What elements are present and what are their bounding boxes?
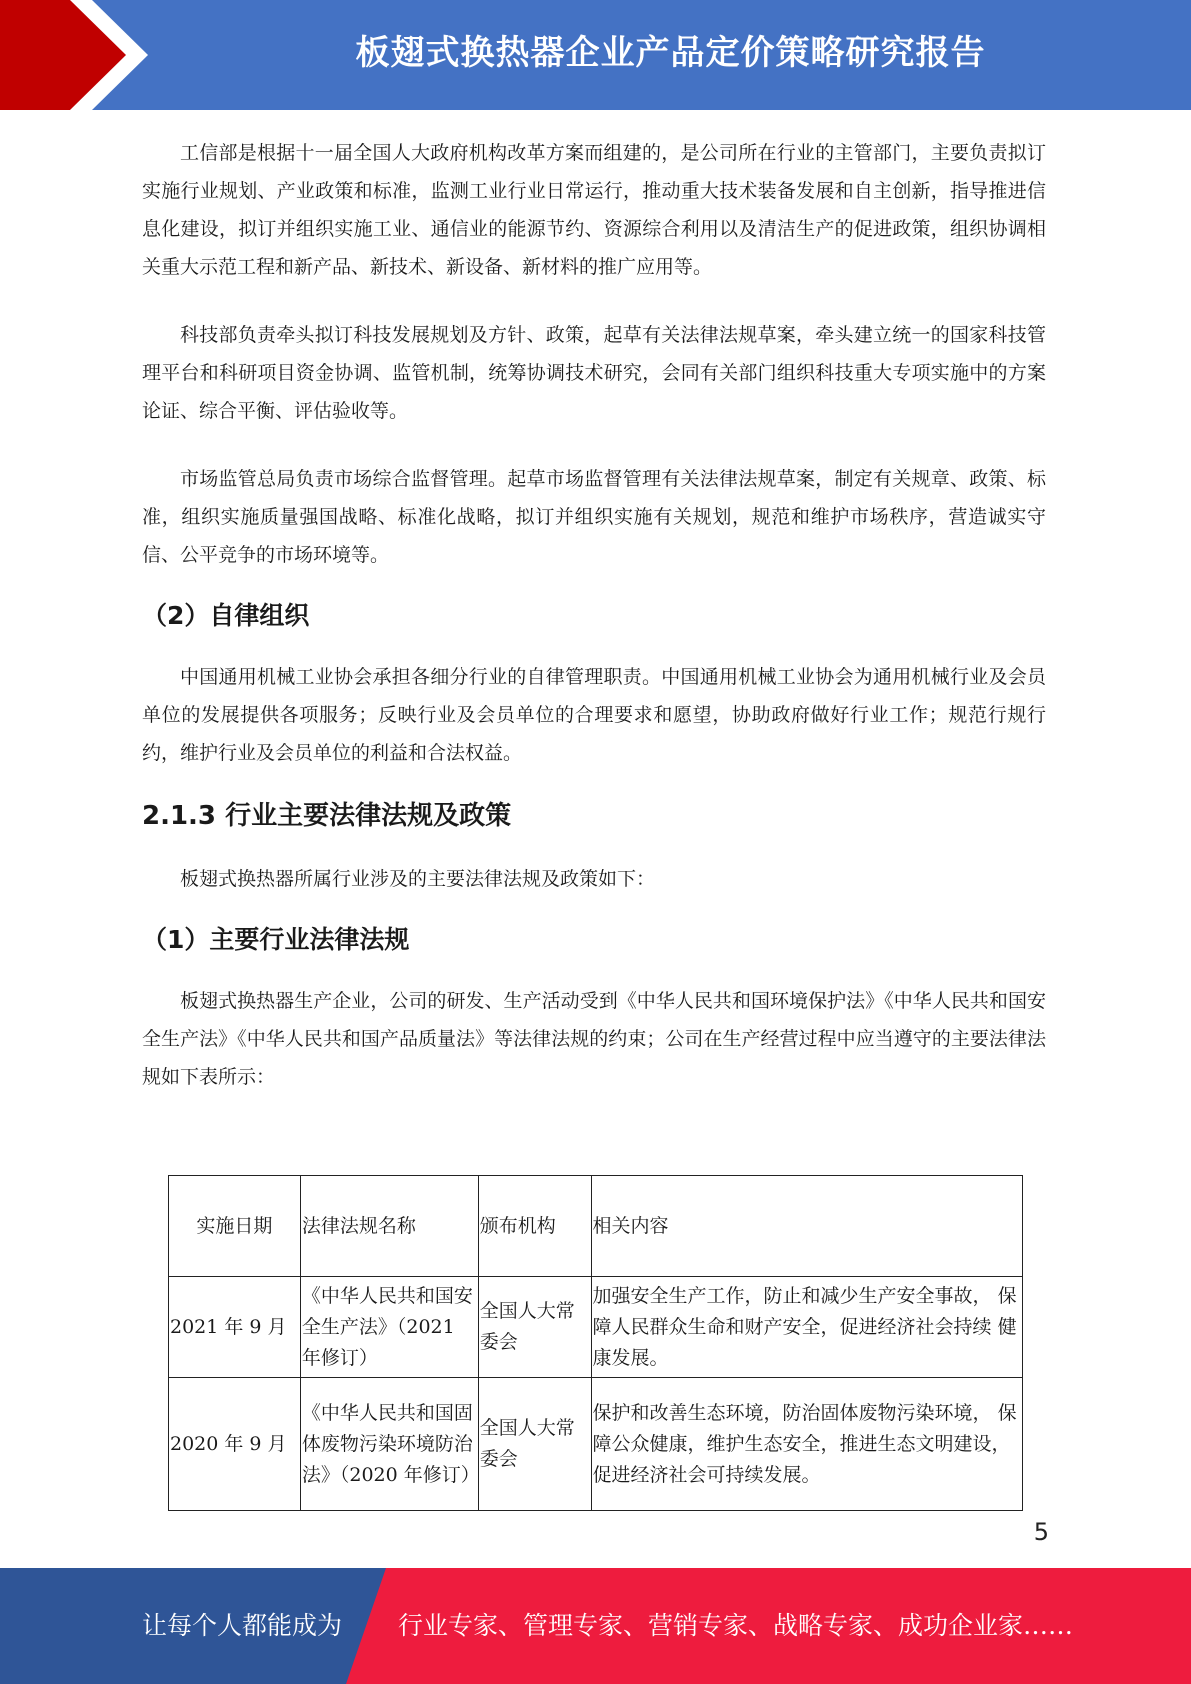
cell-law-name: 《中华人民共和国安全生产法》（2021 年修订） <box>300 1277 478 1378</box>
page-footer <box>0 1568 1191 1684</box>
paragraph-laws-description: 板翅式换热器生产企业，公司的研发、生产活动受到《中华人民共和国环境保护法》《中华人民共和国安全生产法》《中华人民共和国产品质量法》等法律法规的约束；公司在生产经营过程中应当遵守的主要法律法规如下表所示： <box>142 990 1046 1088</box>
paragraph-intro-laws: 板翅式换热器所属行业涉及的主要法律法规及政策如下： <box>180 868 656 890</box>
table-header-row <box>169 1176 1023 1277</box>
heading-section-2-1-3: 2.1.3 行业主要法律法规及政策 <box>142 801 512 831</box>
laws-table <box>168 1175 1023 1511</box>
heading-self-regulation: （2）自律组织 <box>142 601 310 630</box>
cell-issuer: 全国人大常委会 <box>478 1378 591 1511</box>
paragraph-miit: 工信部是根据十一届全国人大政府机构改革方案而组建的，是公司所在行业的主管部门，主要负责拟订实施行业规划、产业政策和标准，监测工业行业日常运行，推动重大技术装备发展和自主创新，指导推进信息化建设，拟订并组织实施工业、通信业的能源节约、资源综合利用以及清洁生产的促进政策，组织协调相关重大示范工程和新产品、新技术、新设备、新材料的推广应用等。 <box>142 142 1046 278</box>
footer-slogan-left: 让每个人都能成为 <box>142 1611 343 1640</box>
cell-date: 2021 年 9 月 <box>169 1277 301 1378</box>
cell-content: 加强安全生产工作，防止和减少生产安全事故， 保障人民群众生命和财产安全，促进经济社会持续 健康发展。 <box>591 1277 1022 1378</box>
header-law-name: 法律法规名称 <box>300 1176 478 1277</box>
cell-issuer: 全国人大常委会 <box>478 1277 591 1378</box>
header-issuer: 颁布机构 <box>478 1176 591 1277</box>
page-header <box>0 0 1191 110</box>
document-body <box>142 134 1046 1096</box>
paragraph-samr: 市场监管总局负责市场综合监督管理。起草市场监督管理有关法律法规草案，制定有关规章、政策、标准，组织实施质量强国战略、标准化战略，拟订并组织实施有关规划，规范和维护市场秩序，营造诚实守信、公平竞争的市场环境等。 <box>142 468 1046 566</box>
page-number: 5 <box>1033 1518 1049 1546</box>
report-title: 板翅式换热器企业产品定价策略研究报告 <box>355 33 986 73</box>
header-content: 相关内容 <box>591 1176 1022 1277</box>
paragraph-association: 中国通用机械工业协会承担各细分行业的自律管理职责。中国通用机械工业协会为通用机械行业及会员单位的发展提供各项服务；反映行业及会员单位的合理要求和愿望，协助政府做好行业工作；规范行规行约，维护行业及会员单位的利益和合法权益。 <box>142 666 1046 764</box>
header-arrow-decoration <box>0 0 150 110</box>
heading-main-laws: （1）主要行业法律法规 <box>142 925 410 954</box>
footer-slogan-right: 行业专家、管理专家、营销专家、战略专家、成功企业家…… <box>398 1611 1074 1640</box>
paragraph-most: 科技部负责牵头拟订科技发展规划及方针、政策，起草有关法律法规草案，牵头建立统一的国家科技管理平台和科研项目资金协调、监管机制，统筹协调技术研究，会同有关部门组织科技重大专项实施中的方案论证、综合平衡、评估验收等。 <box>142 324 1046 422</box>
cell-law-name: 《中华人民共和国固体废物污染环境防治法》（2020 年修订） <box>300 1378 478 1511</box>
table-row <box>169 1378 1023 1511</box>
laws-table-container <box>168 1175 1023 1513</box>
header-date: 实施日期 <box>169 1176 301 1277</box>
table-row <box>169 1277 1023 1378</box>
cell-content: 保护和改善生态环境，防治固体废物污染环境， 保障公众健康，维护生态安全，推进生态文明建设， 促进经济社会可持续发展。 <box>591 1378 1022 1511</box>
cell-date: 2020 年 9 月 <box>169 1378 301 1511</box>
